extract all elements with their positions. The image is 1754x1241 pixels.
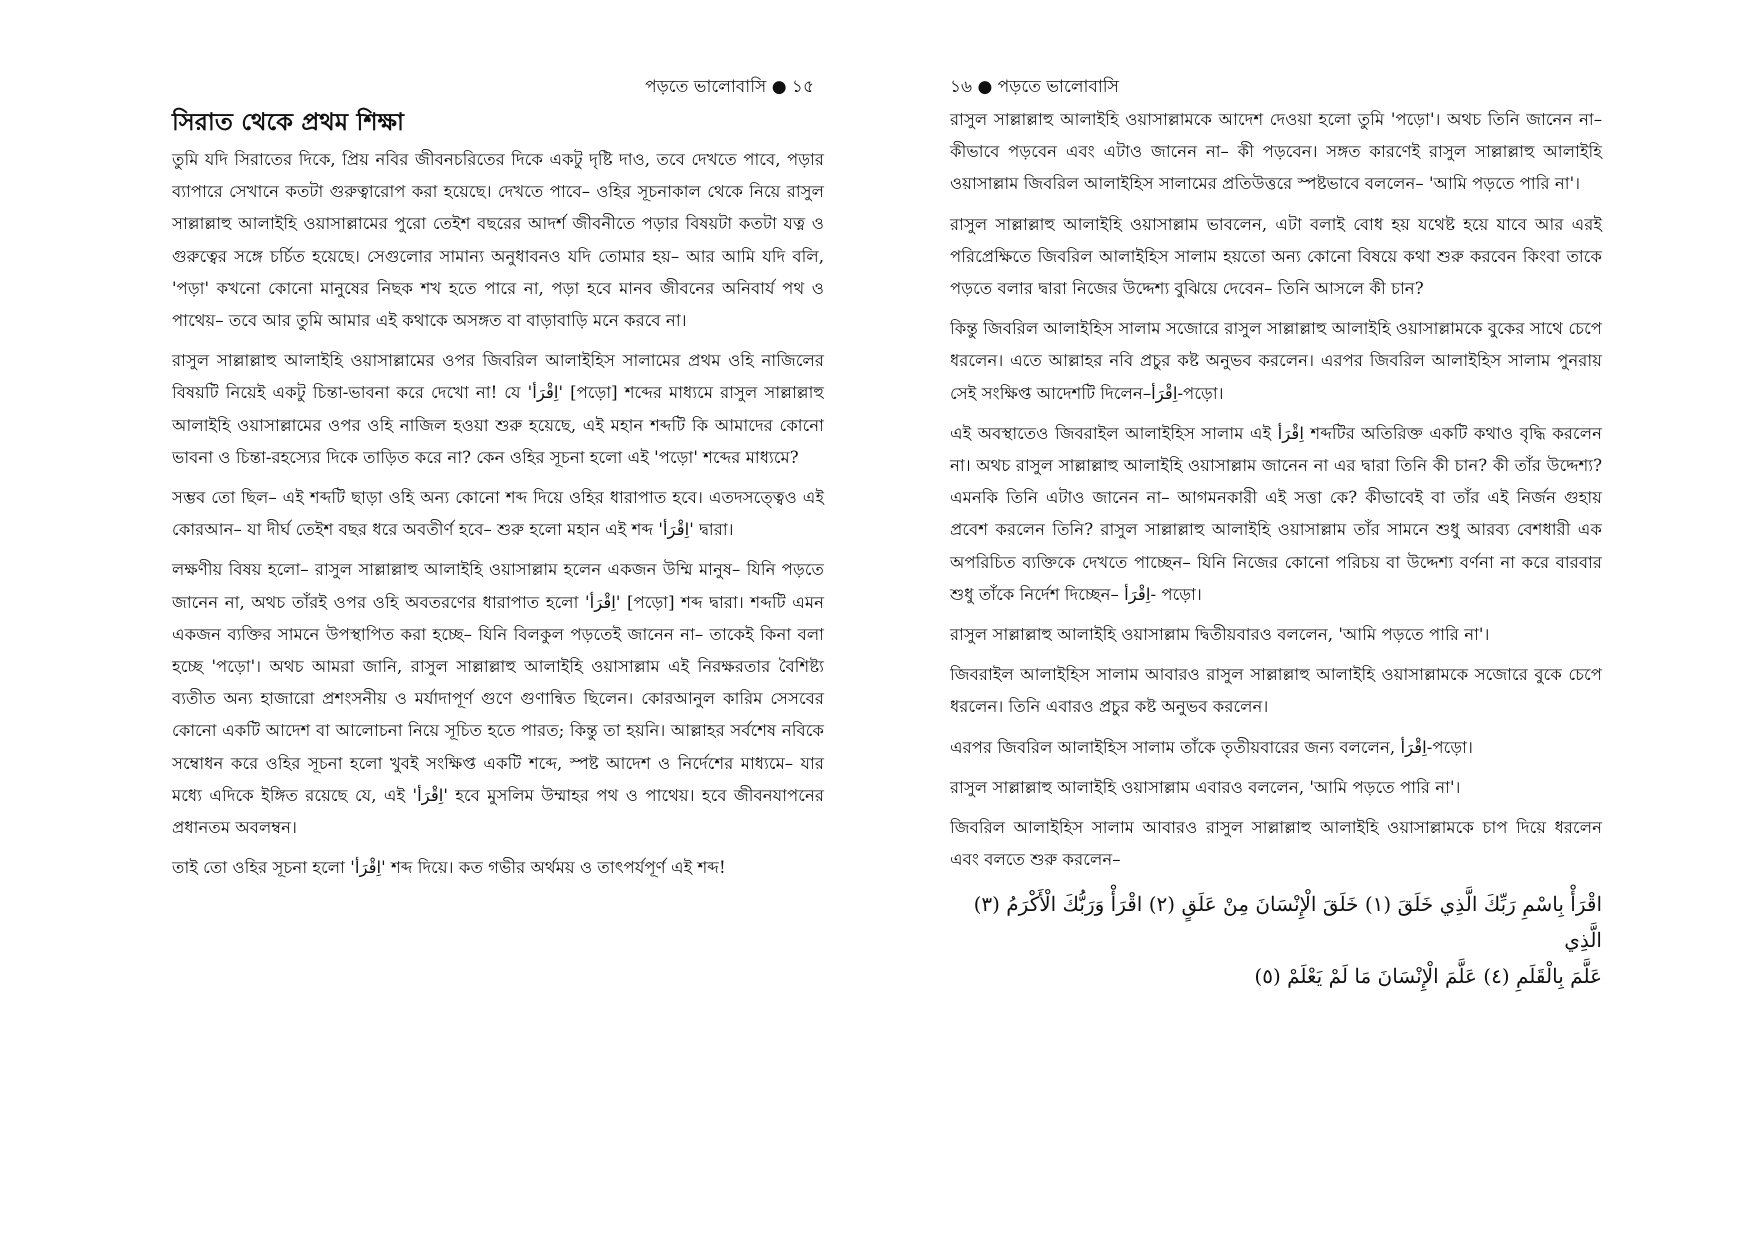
section-title: সিরাত থেকে প্রথম শিক্ষা [172, 107, 404, 136]
right-running-head: ১৬ ● পড়তে ভালোবাসি [950, 77, 1119, 97]
left-paragraph-2: রাসুল সাল্লাল্লাহু আলাইহি ওয়াসাল্লামের ওপর জিবরিল আলাইহিস সালামের প্রথম ওহি নাজিলের বিষয়টি নিয়েই একটু চিন্তা-ভাবনা করে দেখো না! যে 'اِقْرَأ' [পড়ো] শব্দের মাধ্যমে রাসুল সাল্লাল্লাহু আলাইহি ওয়াসাল্লামের ওপর ওহি নাজিল হওয়া শুরু হয়েছে, এই মহান শব্দটি কি আমাদের কোনো ভাবনা ও চিন্তা-রহস্যের দিকে তাড়িত করে না? কেন ওহির সূচনা হলো এই 'পড়ো' শব্দের মাধ্যমে? [172, 351, 824, 467]
left-paragraph-5: তাই তো ওহির সূচনা হলো 'اِقْرَأ' শব্দ দিয়ে। কত গভীর অর্থময় ও তাৎপর্যপূর্ণ এই শব্দ! [172, 858, 726, 878]
right-paragraph-6: জিবরাইল আলাইহিস সালাম আবারও রাসুল সাল্লাল্লাহু আলাইহি ওয়াসাল্লামকে সজোরে বুকে চেপে ধরলেন। তিনি এবারও প্রচুর কষ্ট অনুভব করলেন। [950, 665, 1602, 717]
left-running-head: পড়তে ভালোবাসি ● ১৫ [645, 77, 814, 97]
left-paragraph-4: লক্ষণীয় বিষয় হলো– রাসুল সাল্লাল্লাহু আলাইহি ওয়াসাল্লাম হলেন একজন উম্মি মানুষ– যিনি পড়তে জানেন না, অথচ তাঁরই ওপর ওহি অবতরণের ধারাপাত হলো 'اِقْرَأ' [পড়ো] শব্দ দ্বারা। শব্দটি এমন একজন ব্যক্তির সামনে উপস্থাপিত করা হচ্ছে– যিনি বিলকুল পড়তেই জানেন না– তাকেই কিনা বলা হচ্ছে 'পড়ো'। অথচ আমরা জানি, রাসুল সাল্লাল্লাহু আলাইহি ওয়াসাল্লাম এই নিরক্ষরতার বৈশিষ্ট্য ব্যতীত অন্য হাজারো প্রশংসনীয় ও মর্যাদাপূর্ণ গুণে গুণান্বিত ছিলেন। কোরআনুল কারিম সেসবের কোনো একটি আদেশ বা আলোচনা নিয়ে সূচিত হতে পারত; কিন্তু তা হয়নি। আল্লাহর সর্বশেষ নবিকে সম্বোধন করে ওহির সূচনা হলো খুবই সংক্ষিপ্ত একটি শব্দে, স্পষ্ট আদেশ ও নির্দেশের মাধ্যমে– যার মধ্যে এদিকে ইঙ্গিত রয়েছে যে, এই 'اِقْرَأ' হবে মুসলিম উম্মাহর পথ ও পাথেয়। হবে জীবনযাপনের প্রধানতম অবলম্বন। [172, 560, 824, 838]
left-paragraph-3: সম্ভব তো ছিল– এই শব্দটি ছাড়া ওহি অন্য কোনো শব্দ দিয়ে ওহির ধারাপাত হবে। এতদসত্ত্বেও এই কোরআন– যা দীর্ঘ তেইশ বছর ধরে অবতীর্ণ হবে– শুরু হলো মহান এই শব্দ 'اِقْرَأ' দ্বারা। [172, 488, 824, 540]
right-paragraph-1: রাসুল সাল্লাল্লাহু আলাইহি ওয়াসাল্লামকে আদেশ দেওয়া হলো তুমি 'পড়ো'। অথচ তিনি জানেন না– কীভাবে পড়বেন এবং এটাও জানেন না– কী পড়বেন। সঙ্গত কারণেই রাসুল সাল্লাল্লাহু আলাইহি ওয়াসাল্লাম জিবরিল আলাইহিস সালামের প্রতিউত্তরে স্পষ্টভাবে বললেন– 'আমি পড়তে পারি না'। [950, 110, 1602, 194]
left-paragraph-1: তুমি যদি সিরাতের দিকে, প্রিয় নবির জীবনচরিতের দিকে একটু দৃষ্টি দাও, তবে দেখতে পাবে, পড়ার ব্যাপারে সেখানে কতটা গুরুত্বারোপ করা হয়েছে। দেখতে পাবে– ওহির সূচনাকাল থেকে নিয়ে রাসুল সাল্লাল্লাহু আলাইহি ওয়াসাল্লামের পুরো তেইশ বছরের আদর্শ জীবনীতে পড়ার বিষয়টা কতটা যত্ন ও গুরুত্বের সঙ্গে চর্চিত হয়েছে। সেগুলোর সামান্য অনুধাবনও যদি তোমার হয়– আর আমি যদি বলি, 'পড়া' কখনো কোনো মানুষের নিছক শখ হতে পারে না, পড়া হবে মানব জীবনের অনিবার্য পথ ও পাথেয়– তবে আর তুমি আমার এই কথাকে অসঙ্গত বা বাড়াবাড়ি মনে করবে না। [172, 150, 824, 331]
right-paragraph-7: এরপর জিবরিল আলাইহিস সালাম তাঁকে তৃতীয়বারের জন্য বললেন, اِقْرَأ-পড়ো। [950, 737, 1473, 757]
quran-verse [950, 886, 1602, 994]
right-paragraph-8: রাসুল সাল্লাল্লাহু আলাইহি ওয়াসাল্লাম এবারও বললেন, 'আমি পড়তে পারি না'। [950, 777, 1461, 797]
verse-line-1: اقْرَأْ بِاسْمِ رَبِّكَ الَّذِي خَلَقَ (١) خَلَقَ الْإِنْسَانَ مِنْ عَلَقٍ (٢) اقْرَأْ وَرَبُّكَ الْأَكْرَمُ (٣) الَّذِي [973, 892, 1602, 953]
left-page [172, 70, 824, 892]
right-paragraph-3: কিন্তু জিবরিল আলাইহিস সালাম সজোরে রাসুল সাল্লাল্লাহু আলাইহি ওয়াসাল্লামকে বুকের সাথে চেপে ধরলেন। এতে আল্লাহর নবি প্রচুর কষ্ট অনুভব করলেন। এরপর জিবরিল আলাইহিস সালাম পুনরায় সেই সংক্ষিপ্ত আদেশটি দিলেন–اِقْرَأ-পড়ো। [950, 319, 1602, 403]
right-paragraph-4: এই অবস্থাতেও জিবরাইল আলাইহিস সালাম এই اِقْرَأ শব্দটির অতিরিক্ত একটি কথাও বৃদ্ধি করলেন না। অথচ রাসুল সাল্লাল্লাহু আলাইহি ওয়াসাল্লাম জানেন না এর দ্বারা তিনি কী চান? কী তাঁর উদ্দেশ্য? এমনকি তিনি এটাও জানেন না– আগমনকারী এই সত্তা কে? কীভাবেই বা তাঁর এই নির্জন গুহায় প্রবেশ করলেন তিনি? রাসুল সাল্লাল্লাহু আলাইহি ওয়াসাল্লাম তাঁর সামনে শুধু আরব্য বেশধারী এক অপরিচিত ব্যক্তিকে দেখতে পাচ্ছেন– যিনি নিজের কোনো পরিচয় বা উদ্দেশ্য বর্ণনা না করে বারবার শুধু তাঁকে নির্দেশ দিচ্ছেন– اِقْرَأ- পড়ো। [950, 423, 1602, 604]
right-paragraph-9: জিবরিল আলাইহিস সালাম আবারও রাসুল সাল্লাল্লাহু আলাইহি ওয়াসাল্লামকে চাপ দিয়ে ধরলেন এবং বলতে শুরু করলেন– [950, 818, 1602, 870]
right-paragraph-5: রাসুল সাল্লাল্লাহু আলাইহি ওয়াসাল্লাম দ্বিতীয়বারও বললেন, 'আমি পড়তে পারি না'। [950, 625, 1490, 645]
verse-line-2: عَلَّمَ بِالْقَلَمِ (٤) عَلَّمَ الْإِنْسَانَ مَا لَمْ يَعْلَمْ (٥) [1254, 964, 1602, 989]
right-paragraph-2: রাসুল সাল্লাল্লাহু আলাইহি ওয়াসাল্লাম ভাবলেন, এটা বলাই বোধ হয় যথেষ্ট হয়ে যাবে আর এরই পরিপ্রেক্ষিতে জিবরিল আলাইহিস সালাম হয়তো অন্য কোনো বিষয়ে কথা শুরু করবেন কিংবা তাকে পড়তে বলার দ্বারা নিজের উদ্দেশ্য বুঝিয়ে দেবেন– তিনি আসলে কী চান? [950, 214, 1602, 299]
right-page [950, 70, 1602, 994]
